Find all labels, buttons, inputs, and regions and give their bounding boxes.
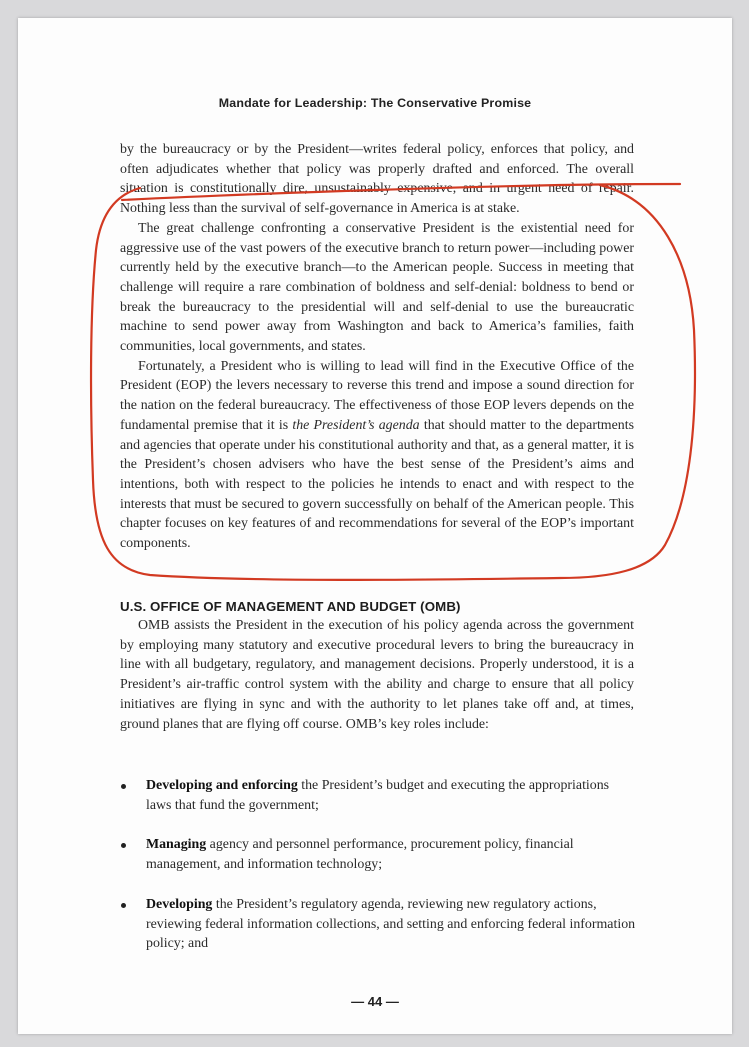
omb-roles-list — [120, 776, 636, 974]
paragraph-2: The great challenge confronting a conservative President is the existential need for aggressive use of the vast powers of the executive branch to return power—including power currently held by the executive branch—to the American people. Success in meeting that challenge will require a rare combination of boldness and self-denial: boldness to bend or break the bureaucracy to the presidential will and self-denial to use the bureaucratic machine to send power away from Washington and back to America’s families, faith communities, local governments, and states. — [120, 220, 634, 355]
list-item — [120, 835, 636, 874]
omb-intro — [120, 616, 634, 734]
section-heading-omb: U.S. OFFICE OF MANAGEMENT AND BUDGET (OMB) — [120, 599, 461, 614]
role-text: the President’s regulatory agenda, reviewing new regulatory actions, reviewing federal information collections, and setting and enforcing federal information policy; and — [146, 896, 636, 952]
role-text: agency and personnel performance, procurement policy, financial management, and information technology; — [146, 837, 574, 873]
bullet-icon — [121, 903, 126, 908]
omb-intro-paragraph: OMB assists the President in the execution of his policy agenda across the government by employing many statutory and executive procedural levers to bring the bureaucracy in line with all budgetary, regulatory, and management decisions. Properly understood, it is a President’s air-traffic control system with the ability and charge to ensure that all policy initiatives are flying in sync and with the authority to let planes take off and, at times, ground planes that are flying off course. OMB’s key roles include: — [120, 618, 634, 732]
emphasis-presidents-agenda: the President’s agenda — [292, 417, 420, 433]
page-number: — 44 — — [351, 994, 399, 1009]
bullet-icon — [121, 843, 126, 848]
role-text: the President’s budget and executing the appropriations laws that fund the government; — [146, 778, 610, 813]
paragraph-1: by the bureaucracy or by the President—writes federal policy, enforces that policy, and often adjudicates whether that policy was properly drafted and enforced. The overall situation is constitutionally dire, unsustainably expensive, and in urgent need of repair. Nothing less than the survival of self-governance in America is at stake. — [120, 142, 634, 217]
running-title: Mandate for Leadership: The Conservative Promise — [218, 96, 532, 110]
bullet-icon — [121, 784, 126, 789]
paragraph-3-part-1: Fortunately, a President who is willing to lead will find in the Executive Office of the President (EOP) the levers necessary to reverse this trend and impose a sound direction for the nation on the federal bureaucracy. The effectiveness of those EOP levers depends on the fundamental premise that it is — [120, 358, 634, 433]
role-lead: Developing — [146, 896, 213, 912]
paragraph-3 — [120, 357, 634, 554]
body-text — [120, 140, 634, 554]
role-lead: Managing — [146, 837, 207, 853]
paragraph-3-part-2: that should matter to the departments and agencies that operate under his constitutional authority and that, as a general matter, it is the President’s chosen advisers who have the best sense of the President’s aims and intentions, both with respect to the policies he intends to enact and with respect to the interests that must be secured to govern successfully on behalf of the American people. This chapter focuses on key features of and recommendations for several of the EOP’s important components. — [120, 417, 634, 552]
list-item — [120, 895, 636, 954]
list-item — [120, 776, 636, 815]
role-lead: Developing and enforcing — [146, 778, 298, 793]
document-page — [18, 18, 732, 1034]
